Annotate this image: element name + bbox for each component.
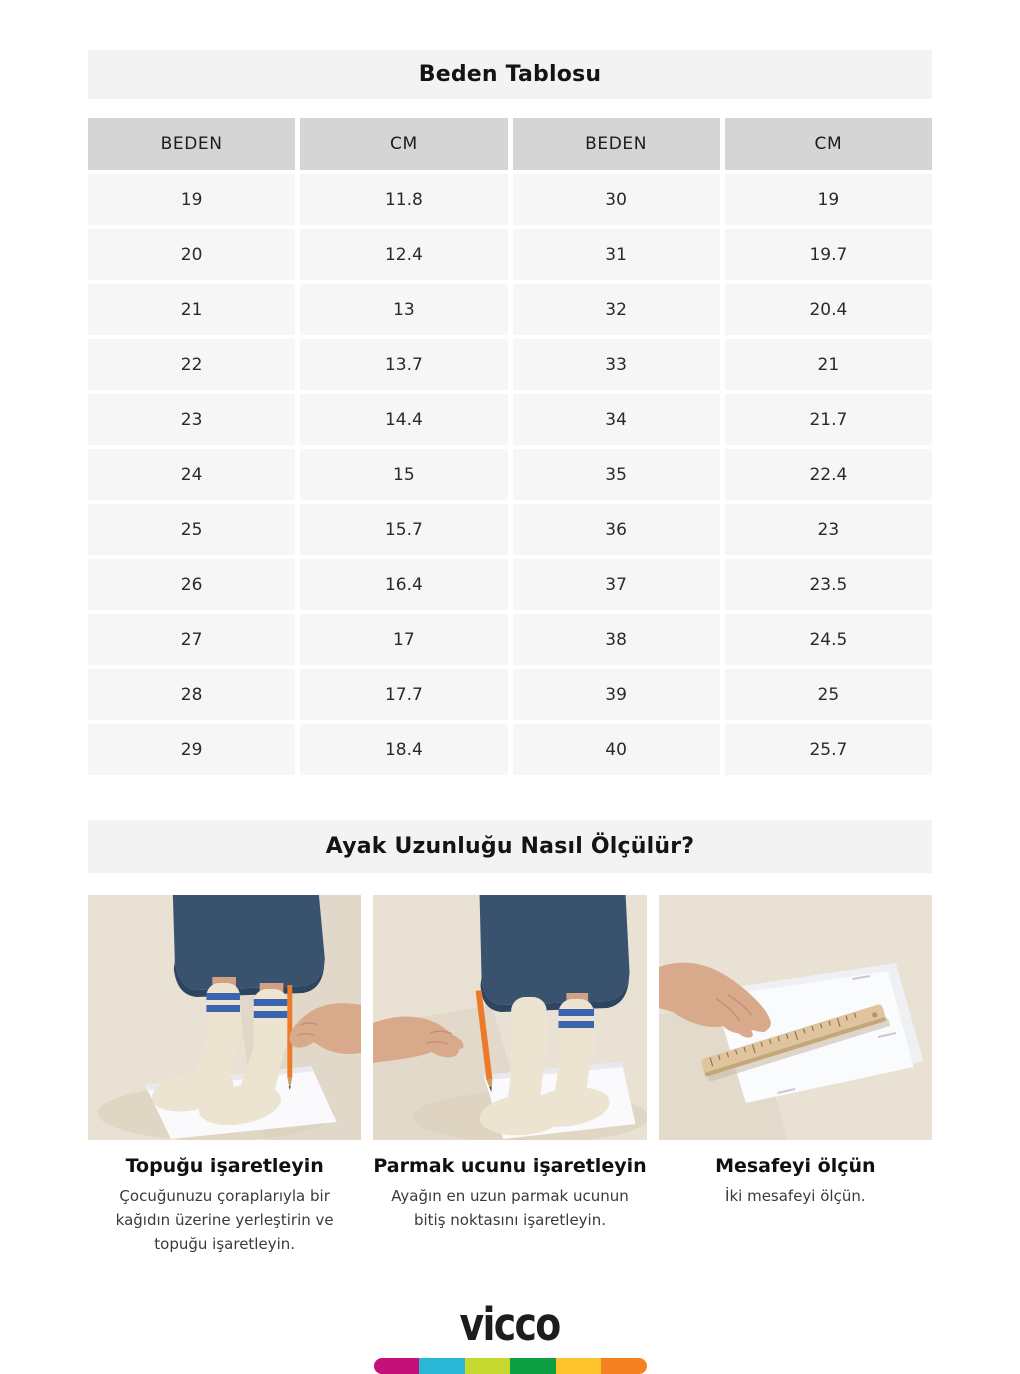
table-cell: 20.4 — [725, 284, 932, 335]
table-cell: 25 — [88, 504, 295, 555]
table-cell: 13.7 — [300, 339, 507, 390]
step-description: Çocuğunuzu çoraplarıyla bir kağıdın üzerine yerleştirin ve topuğu işaretleyin. — [115, 1187, 334, 1253]
table-cell: 30 — [513, 174, 720, 225]
table-cell: 11.8 — [300, 174, 507, 225]
size-table — [88, 118, 932, 775]
column-header: BEDEN — [513, 118, 720, 170]
measure-section-title: Ayak Uzunluğu Nasıl Ölçülür? — [325, 834, 695, 859]
table-cell: 23 — [725, 504, 932, 555]
step-heading: Parmak ucunu işaretleyin — [373, 1155, 647, 1177]
brand-bar-segment — [374, 1358, 420, 1374]
table-cell: 26 — [88, 559, 295, 610]
table-cell: 19 — [88, 174, 295, 225]
table-cell: 40 — [513, 724, 720, 775]
table-cell: 17 — [300, 614, 507, 665]
table-cell: 21 — [88, 284, 295, 335]
table-cell: 24 — [88, 449, 295, 500]
table-cell: 22 — [88, 339, 295, 390]
table-cell: 19.7 — [725, 229, 932, 280]
column-header: BEDEN — [88, 118, 295, 170]
measure-steps — [88, 895, 932, 1256]
table-cell: 35 — [513, 449, 720, 500]
step-heading: Mesafeyi ölçün — [715, 1155, 876, 1177]
step-mark-toe — [373, 895, 646, 1256]
brand-bar-segment — [419, 1358, 465, 1374]
table-cell: 31 — [513, 229, 720, 280]
table-cell: 39 — [513, 669, 720, 720]
table-cell: 16.4 — [300, 559, 507, 610]
size-table-title-bar — [88, 50, 932, 99]
table-cell: 37 — [513, 559, 720, 610]
table-cell: 19 — [725, 174, 932, 225]
step-measure-distance — [659, 895, 932, 1256]
table-cell: 38 — [513, 614, 720, 665]
table-cell: 23.5 — [725, 559, 932, 610]
table-cell: 21 — [725, 339, 932, 390]
table-cell: 25 — [725, 669, 932, 720]
step-mark-heel — [88, 895, 361, 1256]
table-cell: 15.7 — [300, 504, 507, 555]
table-cell: 14.4 — [300, 394, 507, 445]
footer — [88, 1298, 932, 1374]
table-cell: 23 — [88, 394, 295, 445]
table-cell: 34 — [513, 394, 720, 445]
table-cell: 12.4 — [300, 229, 507, 280]
table-cell: 15 — [300, 449, 507, 500]
brand-color-bar — [374, 1358, 647, 1374]
table-cell: 18.4 — [300, 724, 507, 775]
measure-distance-photo — [659, 895, 932, 1140]
brand-bar-segment — [556, 1358, 602, 1374]
size-table-title: Beden Tablosu — [418, 62, 602, 87]
brand-bar-segment — [601, 1358, 647, 1374]
vicco-logo: vicco — [460, 1298, 560, 1351]
table-cell: 20 — [88, 229, 295, 280]
table-cell: 36 — [513, 504, 720, 555]
table-cell: 27 — [88, 614, 295, 665]
table-cell: 22.4 — [725, 449, 932, 500]
table-cell: 13 — [300, 284, 507, 335]
mark-heel-photo — [88, 895, 361, 1140]
step-description: İki mesafeyi ölçün. — [725, 1187, 866, 1205]
measure-section-title-bar — [88, 820, 932, 873]
table-cell: 28 — [88, 669, 295, 720]
step-heading: Topuğu işaretleyin — [125, 1155, 324, 1177]
table-cell: 29 — [88, 724, 295, 775]
brand-bar-segment — [510, 1358, 556, 1374]
table-cell: 33 — [513, 339, 720, 390]
table-cell: 32 — [513, 284, 720, 335]
brand-bar-segment — [465, 1358, 511, 1374]
table-cell: 21.7 — [725, 394, 932, 445]
table-cell: 24.5 — [725, 614, 932, 665]
column-header: CM — [300, 118, 507, 170]
table-cell: 17.7 — [300, 669, 507, 720]
step-description: Ayağın en uzun parmak ucunun bitiş noktasını işaretleyin. — [391, 1187, 629, 1229]
table-cell: 25.7 — [725, 724, 932, 775]
mark-toe-photo — [373, 895, 646, 1140]
column-header: CM — [725, 118, 932, 170]
